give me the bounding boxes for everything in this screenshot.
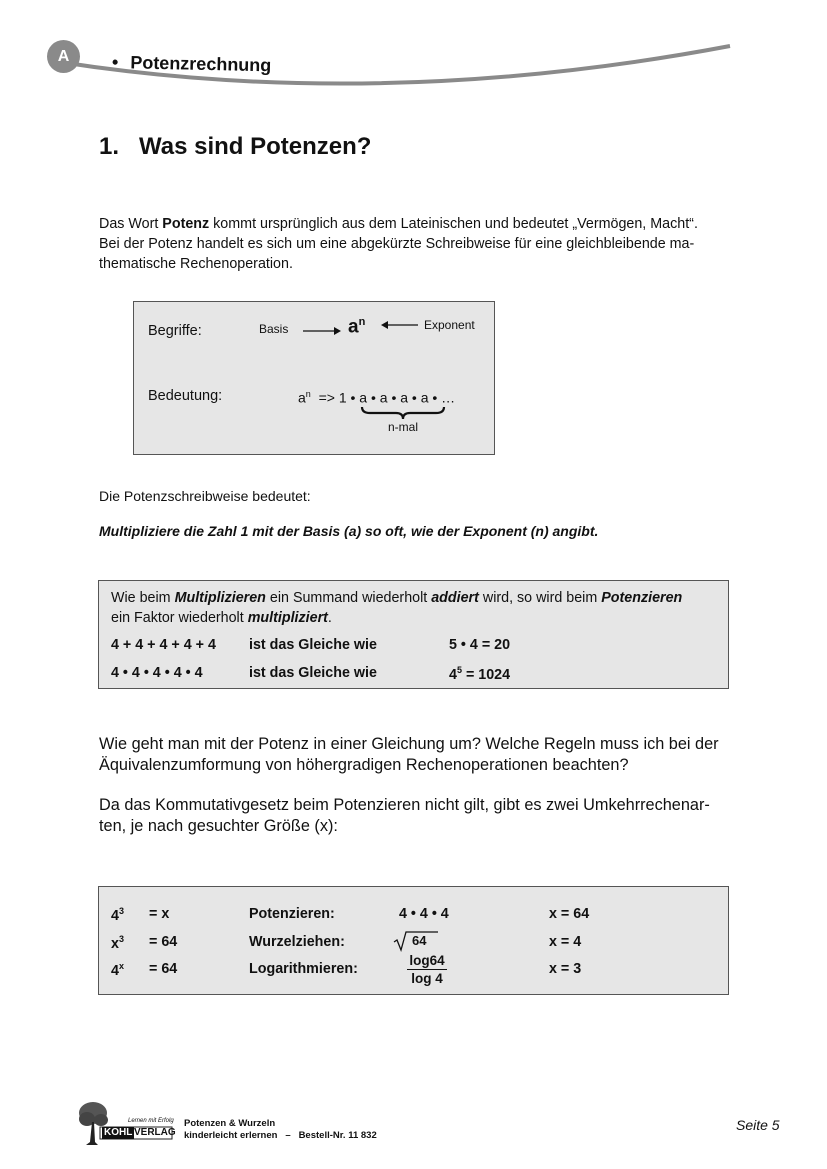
- bullet-icon: •: [111, 52, 119, 73]
- operation-name: Potenzieren:: [249, 906, 335, 922]
- intro-line: thematische Rechenoperation.: [99, 256, 293, 272]
- page-title: [99, 133, 371, 161]
- section-title: Was sind Potenzen?: [139, 133, 372, 160]
- power-base: 4: [111, 962, 119, 979]
- bedeutung-label: Bedeutung:: [148, 388, 223, 404]
- operation-calc: 4 • 4 • 4: [399, 906, 449, 922]
- power-symbol: [348, 316, 365, 338]
- comparison-text-part: ein Summand wiederholt: [265, 590, 432, 606]
- equation-power: [111, 906, 124, 924]
- brace-icon: [360, 405, 446, 421]
- operation-result: x = 4: [549, 934, 582, 950]
- question-paragraph: [99, 734, 731, 776]
- logo-tagline: Lernen mit Erfolg: [128, 1118, 174, 1124]
- header-title-text: Potenzrechnung: [130, 52, 272, 76]
- comparison-row-middle: ist das Gleiche wie: [249, 637, 377, 653]
- fraction-denominator: log 4: [411, 971, 443, 986]
- comparison-row-right: [449, 665, 510, 683]
- power-exponent: 5: [456, 665, 462, 675]
- equation-rhs: = x: [149, 906, 170, 922]
- definition-box: [133, 301, 495, 455]
- comparison-text-part: Wie beim: [111, 590, 175, 606]
- intro-text: Das Wort: [99, 216, 163, 232]
- basis-label: Basis: [259, 322, 289, 336]
- logarithm-fraction: [407, 953, 447, 986]
- meaning-expansion: => 1 • a • a • a • a • …: [318, 389, 456, 406]
- logo-brand: KOHL: [104, 1127, 133, 1138]
- operation-name: Logarithmieren:: [249, 961, 358, 977]
- power-base: x: [111, 935, 119, 952]
- brace-label: n-mal: [388, 420, 419, 434]
- explanation-paragraph: [99, 795, 731, 837]
- comparison-row-left: 4 + 4 + 4 + 4 + 4: [111, 637, 216, 653]
- exponent-label: Exponent: [424, 318, 475, 332]
- comparison-text-part: wird, so wird beim: [478, 590, 602, 606]
- power-base: 4: [449, 666, 457, 683]
- footer-book-title: Potenzen & Wurzeln: [184, 1118, 276, 1129]
- tree-logo-icon: [78, 1100, 178, 1148]
- radicand: 64: [412, 933, 427, 948]
- comparison-box: [98, 580, 729, 689]
- logo-brand-2: VERLAG: [134, 1127, 176, 1138]
- equation-rhs: = 64: [149, 961, 178, 977]
- power-exponent: x: [118, 961, 124, 971]
- comparison-row-left: 4 • 4 • 4 • 4 • 4: [111, 665, 203, 681]
- exponent-symbol: n: [305, 389, 311, 399]
- comparison-row-right: 5 • 4 = 20: [449, 637, 511, 653]
- operation-result: x = 3: [549, 961, 582, 977]
- comparison-emphasis: Potenzieren: [601, 590, 683, 606]
- fraction-bar: [407, 969, 447, 970]
- equation-rhs: = 64: [149, 934, 178, 950]
- power-result: = 1024: [461, 666, 511, 683]
- comparison-text-part: ein Faktor wiederholt: [111, 610, 248, 626]
- operations-box: [98, 886, 729, 995]
- comparison-text: [111, 588, 721, 628]
- comparison-emphasis: addiert: [431, 590, 479, 606]
- base-symbol: a: [298, 389, 306, 406]
- power-base: 4: [111, 907, 119, 924]
- section-badge: A: [47, 40, 80, 73]
- header-title: [112, 52, 272, 76]
- power-exponent: 3: [118, 934, 124, 944]
- comparison-row-middle: ist das Gleiche wie: [249, 665, 377, 681]
- question-line: Wie geht man mit der Potenz in einer Gleichung um? Welche Regeln muss ich bei der: [99, 735, 719, 753]
- intro-paragraph: [99, 214, 731, 274]
- intro-line: Bei der Potenz handelt es sich um eine abgekürzte Schreibweise für eine gleichbleibende ma-: [99, 236, 695, 252]
- arrow-right-icon: [302, 324, 342, 338]
- comparison-emphasis: multipliziert: [247, 610, 328, 626]
- operation-name: Wurzelziehen:: [249, 934, 345, 950]
- begriffe-label: Begriffe:: [148, 323, 202, 339]
- statement-rule: Multipliziere die Zahl 1 mit der Basis (a) so oft, wie der Exponent (n) angibt.: [99, 523, 599, 539]
- footer-order-number: kinderleicht erlernen – Bestell-Nr. 11 832: [184, 1130, 377, 1141]
- operation-result: x = 64: [549, 906, 590, 922]
- base-symbol: a: [348, 316, 359, 338]
- equation-power: [111, 961, 124, 979]
- intro-bold-term: Potenz: [162, 216, 210, 232]
- meaning-expression: [298, 389, 455, 406]
- statement-intro: Die Potenzschreibweise bedeutet:: [99, 488, 311, 504]
- explanation-line: Da das Kommutativgesetz beim Potenzieren nicht gilt, gibt es zwei Umkehrrechenar-: [99, 796, 710, 814]
- question-line: Äquivalenzumformung von höhergradigen Rechenoperationen beachten?: [99, 756, 629, 774]
- explanation-line: ten, je nach gesuchter Größe (x):: [99, 817, 338, 835]
- page-number: Seite 5: [736, 1117, 780, 1133]
- power-exponent: 3: [118, 906, 124, 916]
- comparison-text-part: .: [327, 610, 332, 626]
- footer-book-info: [184, 1118, 377, 1142]
- comparison-emphasis: Multiplizieren: [174, 590, 266, 606]
- intro-text: kommt ursprünglich aus dem Lateinischen und bedeutet „Vermögen, Macht“.: [209, 216, 698, 232]
- fraction-numerator: log64: [409, 953, 445, 968]
- publisher-logo: [78, 1100, 178, 1153]
- exponent-symbol: n: [358, 316, 366, 328]
- arrow-left-icon: [380, 318, 420, 332]
- section-number: 1.: [99, 133, 120, 160]
- equation-power: [111, 934, 124, 952]
- header-swoosh: [0, 0, 827, 100]
